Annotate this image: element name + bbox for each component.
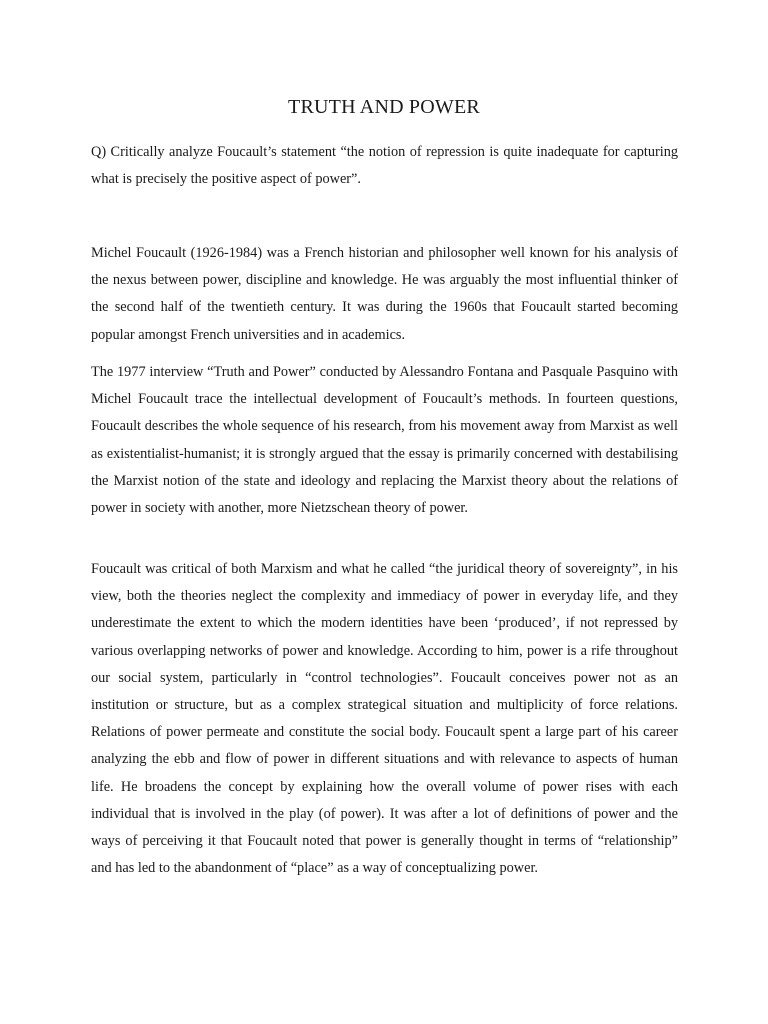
body-paragraph-2: The 1977 interview “Truth and Power” conducted by Alessandro Fontana and Pasquale Pasquino with Michel Foucault trace the intellectual development of Foucault’s methods. In fourteen questions, Foucault describes the whole sequence of his research, from his movement away from Marxist as well as existentialist-humanist; it is strongly argued that the essay is primarily concerned with destabilising the Marxist notion of the state and ideology and replacing the Marxist theory about the relations of power in society with another, more Nietzschean theory of power.	[91, 364, 678, 517]
body-paragraph-1: Michel Foucault (1926-1984) was a French historian and philosopher well known for his analysis of the nexus between power, discipline and knowledge. He was arguably the most influential thinker of the second half of the twentieth century. It was during the 1960s that Foucault started becoming popular amongst French universities and in academics.	[91, 245, 678, 343]
body-paragraph-3: Foucault was critical of both Marxism and what he called “the juridical theory of sovereignty”, in his view, both the theories neglect the complexity and immediacy of power in everyday life, and they underestimate the extent to which the modern identities have been ‘produced’, if not repressed by various overlapping networks of power and knowledge. According to him, power is a rife throughout our social system, particularly in “control technologies”. Foucault conceives power not as an institution or structure, but as a complex strategical situation and multiplicity of force relations. Relations of power permeate and constitute the social body. Foucault spent a large part of his career analyzing the ebb and flow of power in different situations and with relevance to aspects of human life. He broadens the concept by explaining how the overall volume of power rises with each individual that is involved in the play (of power). It was after a lot of definitions of power and the ways of perceiving it that Foucault noted that power is generally thought in terms of “relationship” and has led to the abandonment of “place” as a way of conceptualizing power.	[91, 561, 678, 877]
question-paragraph: Q) Critically analyze Foucault’s statement “the notion of repression is quite inadequate for capturing what is precisely the positive aspect of power”.	[91, 144, 678, 188]
page-title: TRUTH AND POWER	[288, 96, 480, 118]
